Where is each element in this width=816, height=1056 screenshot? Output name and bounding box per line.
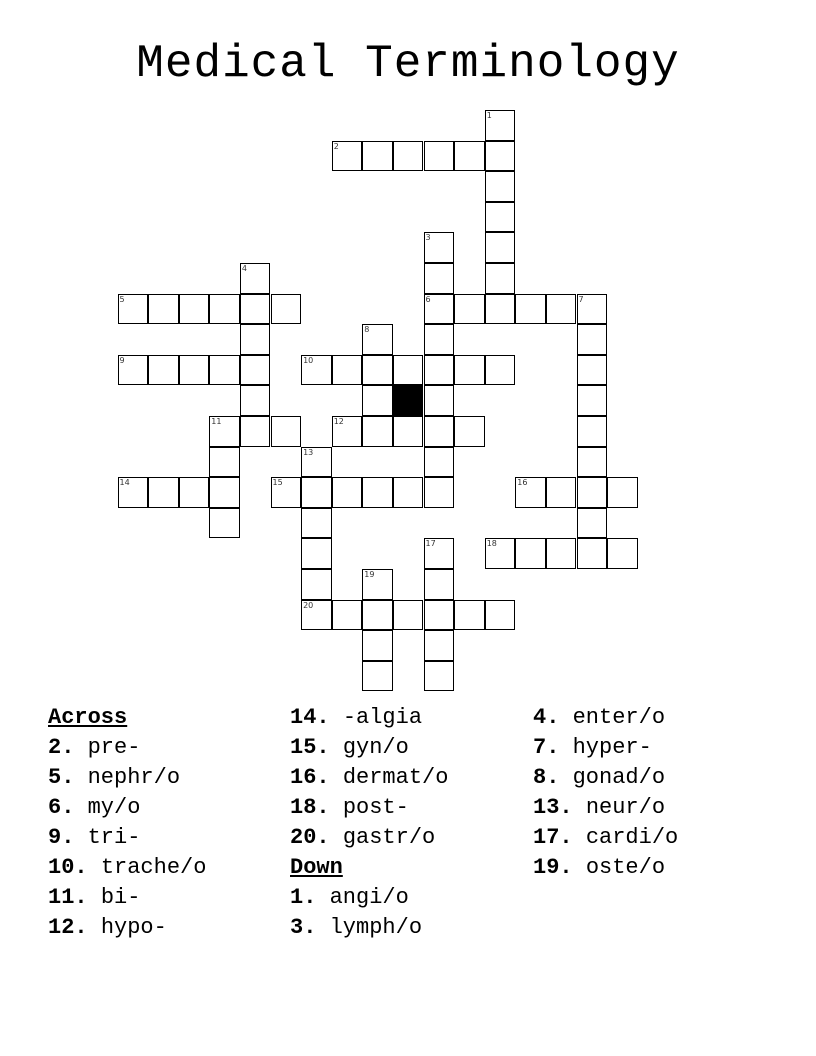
grid-cell[interactable] — [424, 141, 455, 172]
clue-item — [290, 703, 530, 733]
grid-cell[interactable] — [424, 263, 455, 294]
grid-cell[interactable] — [148, 477, 179, 508]
grid-cell[interactable] — [148, 355, 179, 386]
clue-text: lymph/o — [329, 915, 423, 940]
grid-cell[interactable] — [332, 355, 363, 386]
clue-num: 4. — [533, 705, 560, 730]
clue-number: 14 — [119, 478, 130, 488]
clue-num: 2. — [48, 735, 75, 760]
clue-item — [533, 793, 773, 823]
clue-number: 8 — [364, 325, 370, 335]
clue-number: 4 — [241, 264, 247, 273]
grid-cell[interactable] — [485, 294, 516, 325]
grid-cell[interactable] — [424, 355, 455, 386]
grid-cell[interactable] — [362, 600, 393, 631]
grid-cell[interactable] — [209, 477, 240, 508]
clue-number: 10 — [303, 355, 314, 365]
grid-cell[interactable] — [485, 232, 516, 263]
grid-cell[interactable] — [301, 508, 332, 539]
clue-number: 11 — [211, 417, 222, 426]
grid-cell[interactable] — [240, 324, 271, 355]
grid-cell[interactable] — [577, 324, 608, 355]
grid-cell[interactable] — [179, 477, 210, 508]
grid-cell[interactable] — [240, 294, 271, 325]
grid-cell[interactable] — [424, 385, 455, 416]
grid-cell[interactable] — [454, 600, 485, 631]
grid-cell[interactable] — [577, 508, 608, 539]
grid-cell[interactable] — [485, 263, 516, 294]
clue-number: 3 — [425, 233, 431, 243]
grid-cell[interactable] — [118, 294, 149, 325]
grid-cell[interactable] — [118, 355, 149, 386]
grid-cell[interactable] — [485, 355, 516, 386]
puzzle-title: Medical Terminology — [136, 38, 680, 90]
grid-cell[interactable] — [424, 569, 455, 600]
clue-text: pre- — [87, 735, 141, 760]
grid-cell[interactable] — [301, 569, 332, 600]
clue-text: nephr/o — [87, 765, 181, 790]
grid-cell[interactable] — [515, 294, 546, 325]
grid-cell[interactable] — [209, 508, 240, 539]
clue-num: 8. — [533, 765, 560, 790]
grid-cell[interactable] — [271, 416, 302, 447]
clues-column-1 — [48, 703, 288, 943]
clue-item — [290, 763, 530, 793]
clue-num: 5. — [48, 765, 75, 790]
grid-cell[interactable] — [393, 416, 424, 447]
grid-cell[interactable] — [424, 447, 455, 478]
clue-number: 7 — [578, 294, 584, 304]
grid-cell[interactable] — [454, 355, 485, 386]
grid-cell[interactable] — [393, 141, 424, 172]
grid-cell[interactable] — [362, 324, 393, 355]
clue-item — [533, 703, 773, 733]
grid-cell[interactable] — [424, 294, 455, 325]
grid-cell[interactable] — [577, 477, 608, 508]
clue-text: cardi/o — [585, 825, 679, 850]
grid-cell[interactable] — [577, 355, 608, 386]
clue-num: 6. — [48, 795, 75, 820]
clue-number: 17 — [425, 539, 436, 549]
clue-text: hypo- — [100, 915, 167, 940]
clue-number: 9 — [119, 355, 125, 365]
clue-item — [290, 883, 530, 913]
clue-num: 7. — [533, 735, 560, 760]
down-heading: Down — [290, 855, 343, 880]
clue-item — [48, 733, 288, 763]
grid-cell[interactable] — [454, 416, 485, 447]
grid-cell[interactable] — [577, 294, 608, 325]
grid-cell[interactable] — [515, 477, 546, 508]
clue-number: 16 — [517, 478, 528, 488]
clue-item — [290, 823, 530, 853]
grid-cell[interactable] — [240, 416, 271, 447]
clue-number: 20 — [303, 600, 314, 610]
clue-item — [533, 853, 773, 883]
grid-cell[interactable] — [301, 477, 332, 508]
clue-text: gastr/o — [342, 825, 436, 850]
black-cell — [393, 385, 424, 416]
grid-cell[interactable] — [485, 538, 516, 569]
clue-text: gyn/o — [342, 735, 409, 760]
clue-item — [48, 823, 288, 853]
grid-cell[interactable] — [607, 477, 638, 508]
clue-text: hyper- — [572, 735, 652, 760]
clue-num: 1. — [290, 885, 317, 910]
grid-cell[interactable] — [546, 477, 577, 508]
clue-num: 11. — [48, 885, 88, 910]
clue-num: 10. — [48, 855, 88, 880]
clue-number: 18 — [486, 539, 497, 549]
grid-cell[interactable] — [362, 477, 393, 508]
grid-cell[interactable] — [301, 355, 332, 386]
grid-cell[interactable] — [148, 294, 179, 325]
grid-cell[interactable] — [301, 447, 332, 478]
clue-num: 9. — [48, 825, 75, 850]
grid-cell[interactable] — [546, 294, 577, 325]
grid-cell[interactable] — [485, 600, 516, 631]
clue-number: 12 — [333, 417, 344, 426]
grid-cell[interactable] — [362, 661, 393, 692]
grid-cell[interactable] — [209, 447, 240, 478]
clue-num: 16. — [290, 765, 330, 790]
clue-text: angi/o — [329, 885, 409, 910]
clue-text: oste/o — [585, 855, 666, 880]
clue-text: post- — [342, 795, 409, 820]
clue-text: enter/o — [572, 705, 666, 730]
grid-cell[interactable] — [424, 477, 455, 508]
grid-cell[interactable] — [362, 630, 393, 661]
grid-cell[interactable] — [454, 294, 485, 325]
clue-number: 15 — [272, 478, 283, 488]
clue-number: 1 — [486, 111, 492, 120]
across-heading: Across — [48, 705, 128, 730]
grid-cell[interactable] — [118, 477, 149, 508]
grid-cell[interactable] — [485, 141, 516, 172]
grid-cell[interactable] — [301, 600, 332, 631]
clue-item — [48, 883, 288, 913]
clues-column-3 — [533, 703, 773, 883]
grid-cell[interactable] — [424, 661, 455, 692]
grid-cell[interactable] — [393, 355, 424, 386]
grid-cell[interactable] — [485, 171, 516, 202]
clue-item — [290, 913, 530, 943]
clue-item — [533, 733, 773, 763]
clue-text: trache/o — [100, 855, 207, 880]
clue-item — [533, 823, 773, 853]
clues-column-2 — [290, 703, 530, 943]
clue-number: 2 — [333, 141, 339, 151]
clue-item — [290, 793, 530, 823]
grid-cell[interactable] — [424, 630, 455, 661]
clue-number: 5 — [119, 294, 125, 304]
grid-cell[interactable] — [209, 416, 240, 447]
grid-cell[interactable] — [577, 385, 608, 416]
grid-cell[interactable] — [362, 141, 393, 172]
grid-cell[interactable] — [209, 355, 240, 386]
grid-cell[interactable] — [424, 538, 455, 569]
grid-cell[interactable] — [607, 538, 638, 569]
grid-cell[interactable] — [485, 110, 516, 141]
grid-cell[interactable] — [424, 600, 455, 631]
grid-cell[interactable] — [271, 477, 302, 508]
grid-cell[interactable] — [485, 202, 516, 233]
clue-text: neur/o — [585, 795, 666, 820]
clue-num: 18. — [290, 795, 330, 820]
grid-cell[interactable] — [179, 294, 210, 325]
grid-cell[interactable] — [332, 141, 363, 172]
grid-cell[interactable] — [332, 477, 363, 508]
grid-cell[interactable] — [424, 416, 455, 447]
grid-cell[interactable] — [515, 538, 546, 569]
grid-cell[interactable] — [577, 447, 608, 478]
clue-item — [290, 733, 530, 763]
clue-num: 3. — [290, 915, 317, 940]
grid-cell[interactable] — [301, 538, 332, 569]
clue-number: 6 — [425, 294, 431, 304]
clue-num: 14. — [290, 705, 330, 730]
grid-cell[interactable] — [271, 294, 302, 325]
grid-cell[interactable] — [424, 232, 455, 263]
grid-cell[interactable] — [179, 355, 210, 386]
grid-cell[interactable] — [546, 538, 577, 569]
clue-num: 13. — [533, 795, 573, 820]
grid-cell[interactable] — [454, 141, 485, 172]
clue-num: 19. — [533, 855, 573, 880]
clue-text: tri- — [87, 825, 141, 850]
clue-text: bi- — [100, 885, 141, 910]
grid-cell[interactable] — [393, 477, 424, 508]
clue-num: 15. — [290, 735, 330, 760]
grid-cell[interactable] — [577, 538, 608, 569]
grid-cell[interactable] — [362, 416, 393, 447]
clue-text: my/o — [87, 795, 141, 820]
grid-cell[interactable] — [240, 263, 271, 294]
clue-item — [48, 763, 288, 793]
clue-item — [48, 853, 288, 883]
clue-num: 20. — [290, 825, 330, 850]
grid-cell[interactable] — [362, 385, 393, 416]
clue-number: 13 — [303, 447, 314, 457]
clue-num: 17. — [533, 825, 573, 850]
grid-cell[interactable] — [209, 294, 240, 325]
clue-num: 12. — [48, 915, 88, 940]
grid-cell[interactable] — [424, 324, 455, 355]
clue-item — [48, 913, 288, 943]
clue-text: gonad/o — [572, 765, 666, 790]
clue-item — [48, 793, 288, 823]
grid-cell[interactable] — [362, 355, 393, 386]
grid-cell[interactable] — [240, 385, 271, 416]
grid-cell[interactable] — [332, 600, 363, 631]
grid-cell[interactable] — [577, 416, 608, 447]
clue-text: -algia — [342, 705, 423, 730]
clue-number: 19 — [364, 570, 375, 579]
clue-text: dermat/o — [342, 765, 449, 790]
grid-cell[interactable] — [362, 569, 393, 600]
grid-cell[interactable] — [332, 416, 363, 447]
grid-cell[interactable] — [393, 600, 424, 631]
clue-item — [533, 763, 773, 793]
grid-cell[interactable] — [240, 355, 271, 386]
